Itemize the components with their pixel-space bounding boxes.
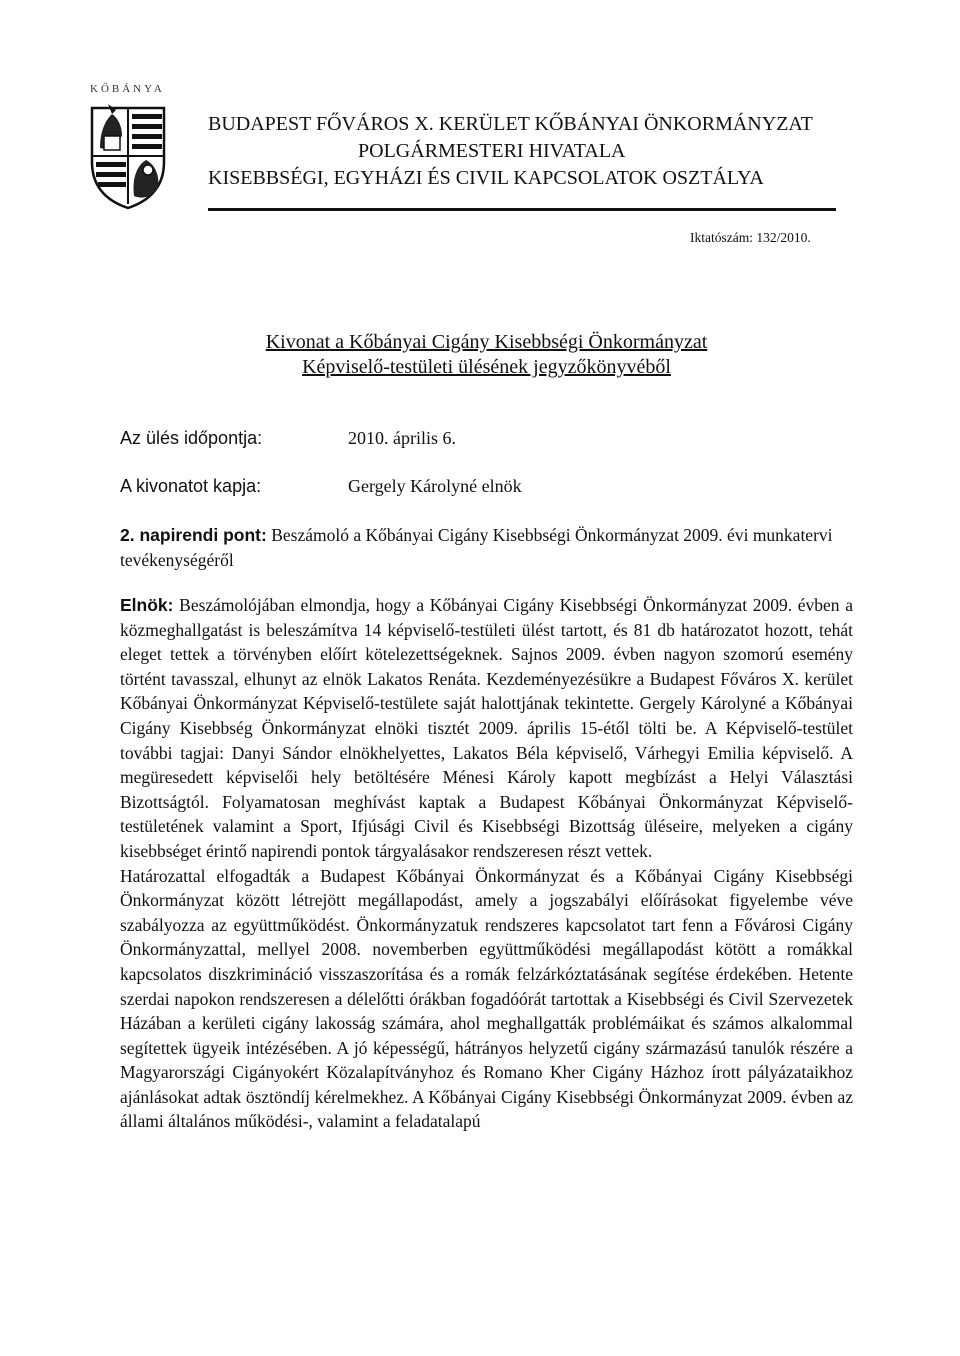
title-line2: Képviselő-testületi ülésének jegyzőkönyvéből (302, 356, 671, 378)
recipient-label: A kivonatot kapja: (120, 476, 262, 496)
paragraph-1-text: Beszámolójában elmondja, hogy a Kőbányai Cigány Kisebbségi Önkormányzat 2009. évben a közmeghallgatást is beleszámítva 14 képviselő-testületi ülést tartott, és 81 db határozatot hozott, tehát eleget tettek a törvényben előírt kötelezettségeknek. Sajnos 2009. évben nagyon szomorú esemény történt tavasszal, elhunyt az elnök Lakatos Renáta. Kezdeményezésükre a Budapest Főváros X. kerület Kőbányai Önkormányzat Képviselő-testülete saját halottjának tekintette. Gergely Károlyné a Kőbányai Cigány Kisebbség Önkormányzat elnöki tisztét 2009. április 15-étől tölti be. A Képviselő-testület további tagjai: Danyi Sándor elnökhelyettes, Lakatos Béla képviselő, Várhegyi Emilia képviselő. A megüresedett képviselői hely betöltésére Ménesi Károly kapott megbízást a Helyi Választási Bizottságtól. Folyamatosan meghívást kaptak a Budapest Kőbányai Önkormányzat Képviselő-testületének valamint a Sport, Ifjúsági Civil és Kisebbségi Bizottság üléseire, melyeken a cigány kisebbséget érintő napirendi pontok tárgyalásakor rendszeresen részt vettek. (120, 595, 853, 861)
speaker-label: Elnök: (120, 595, 174, 615)
registry-number: Iktatószám: 132/2010. (690, 230, 811, 245)
agenda-text: Beszámoló a Kőbányai Cigány Kisebbségi Önkormányzat 2009. évi munkatervi tevékenységéről (120, 525, 833, 570)
org-name-line1: BUDAPEST FŐVÁROS X. KERÜLET KŐBÁNYAI ÖNKORMÁNYZAT (208, 113, 813, 135)
org-name-line3: KISEBBSÉGI, EGYHÁZI ÉS CIVIL KAPCSOLATOK OSZTÁLYA (208, 167, 764, 189)
meeting-date-value: 2010. április 6. (348, 428, 456, 448)
organization-header (208, 111, 813, 192)
meeting-date-label: Az ülés időpontja: (120, 428, 263, 448)
agenda-label: 2. napirendi pont: (120, 525, 267, 545)
agenda-item (120, 523, 853, 573)
org-name-line2: POLGÁRMESTERI HIVATALA (358, 140, 626, 162)
paragraph-2: Határozattal elfogadták a Budapest Kőbányai Önkormányzat és a Kőbányai Cigány Kisebbségi Önkormányzat között létrejött megállapodást, amely a jogszabályi előírásokat figyelembe véve szabályozza az együttműködést. Önkormányzatuk rendszeres kapcsolatot tart fenn a Fővárosi Cigány Önkormányzattal, mellyel 2008. novemberben együttműködési megállapodást kötött a romákkal kapcsolatos diszkrimináció visszaszorítása és a romák felzárkóztatásának segítése érdekében. Hetente szerdai napokon rendszeresen a délelőtti órákban fogadóórát tartottak a Kisebbségi és Civil Szervezetek Házában a kerületi cigány lakosság számára, ahol meghallgatták problémáikat és számos alkalommal segítettek ügyeik intézésében. A jó képességű, hátrányos helyzetű cigány származású tanulók részére a Magyarországi Cigányokért Közalapítványhoz és Romano Kher Cigány Házhoz írott pályázataikhoz ajánlásokat adtak ösztöndíj kérelmekhez. A Kőbányai Cigány Kisebbségi Önkormányzat 2009. évben az állami általános működési-, valamint a feladatalapú (120, 865, 853, 1132)
document-title (120, 330, 853, 380)
recipient-value: Gergely Károlyné elnök (348, 476, 522, 496)
title-line1: Kivonat a Kőbányai Cigány Kisebbségi Önkormányzat (265, 331, 708, 353)
header-divider (208, 208, 836, 211)
crest-label: KŐBÁNYA (90, 83, 165, 95)
paragraph-1 (120, 593, 853, 864)
minutes-body (120, 593, 853, 1134)
coat-of-arms-logo (88, 100, 168, 210)
